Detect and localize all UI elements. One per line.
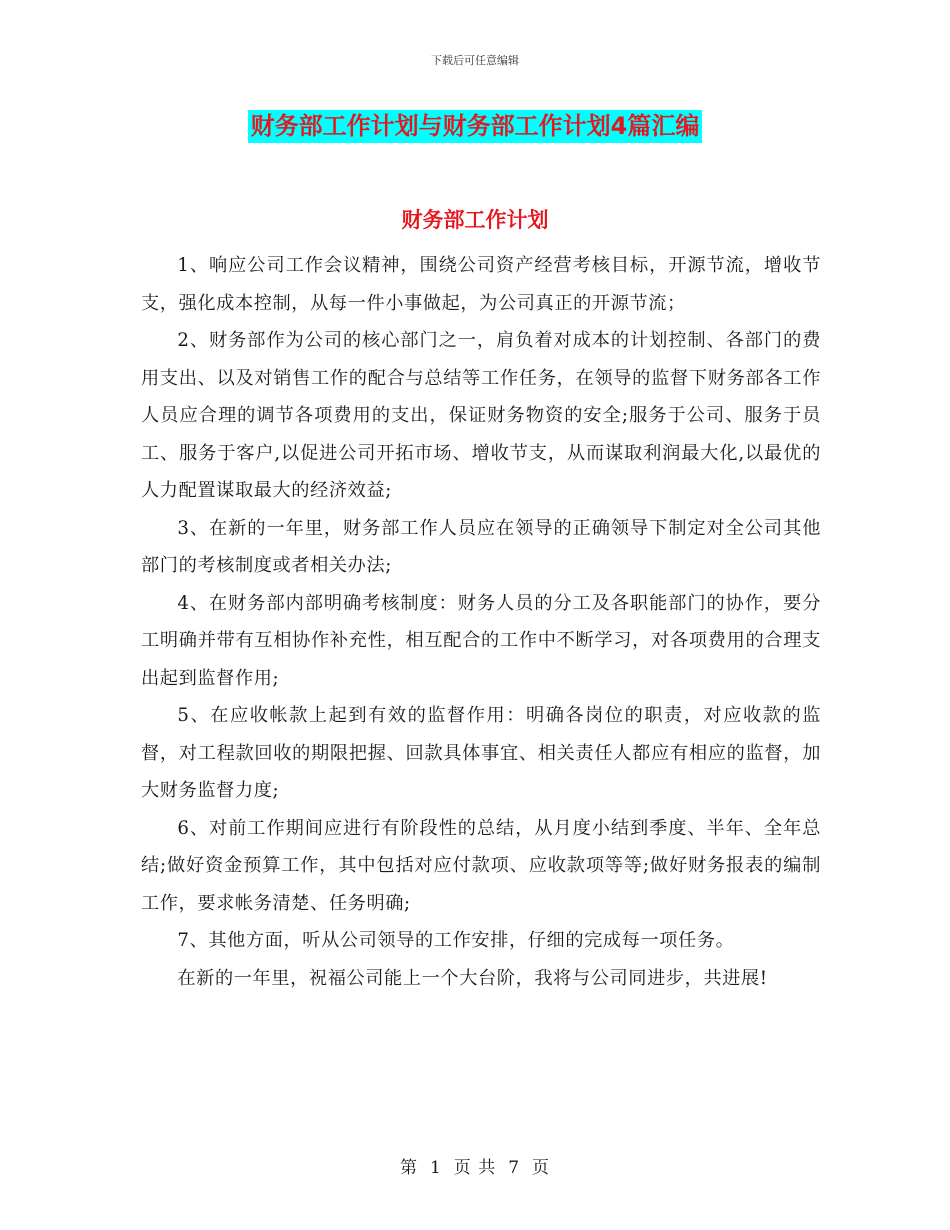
page-footer xyxy=(0,1153,950,1178)
section-title: 财务部工作计划 xyxy=(401,208,549,232)
paragraph-4: 4、在财务部内部明确考核制度：财务人员的分工及各职能部门的协作，要分工明确并带有互相协作补充性，相互配合的工作中不断学习，对各项费用的合理支出起到监督作用; xyxy=(141,592,821,689)
footer-suffix: 页 xyxy=(532,1158,551,1178)
paragraph-1: 1、响应公司工作会议精神，围绕公司资产经营考核目标，开源节流，增收节支，强化成本控制，从每一件小事做起，为公司真正的开源节流； xyxy=(141,255,821,314)
paragraph-closing: 在新的一年里，祝福公司能上一个大台阶，我将与公司同进步，共进展! xyxy=(177,967,768,989)
document-title xyxy=(0,110,950,143)
paragraph-6: 6、对前工作期间应进行有阶段性的总结，从月度小结到季度、半年、全年总结;做好资金预算工作，其中包括对应付款项、应收款项等等;做好财务报表的编制工作，要求帐务清楚、任务明确; xyxy=(141,817,821,914)
paragraph-2: 2、财务部作为公司的核心部门之一，肩负着对成本的计划控制、各部门的费用支出、以及对销售工作的配合与总结等工作任务，在领导的监督下财务部各工作人员应合理的调节各项费用的支出，保证财务物资的安全;服务于公司、服务于员工、服务于客户,以促进公司开拓市场、增收节支，从而谋取利润最大化,以最优的人力配置谋取最大的经济效益; xyxy=(141,330,821,501)
paragraph-7: 7、其他方面，听从公司领导的工作安排，仔细的完成每一项任务。 xyxy=(177,930,735,951)
footer-total-pages: 7 xyxy=(508,1158,521,1178)
paragraph-5: 5、在应收帐款上起到有效的监督作用：明确各岗位的职责，对应收款的监督，对工程款回收的期限把握、回款具体事宜、相关责任人都应有相应的监督，加大财务监督力度; xyxy=(141,705,821,801)
body-text xyxy=(141,247,821,997)
document-title-text: 财务部工作计划与财务部工作计划4篇汇编 xyxy=(248,110,703,143)
footer-middle: 页 共 xyxy=(453,1158,497,1178)
paragraph-3: 3、在新的一年里，财务部工作人员应在领导的正确领导下制定对全公司其他部门的考核制度或者相关办法; xyxy=(141,517,821,576)
header-note: 下载后可任意编辑 xyxy=(431,54,519,67)
footer-prefix: 第 xyxy=(399,1158,418,1178)
footer-page-number: 1 xyxy=(429,1158,442,1178)
